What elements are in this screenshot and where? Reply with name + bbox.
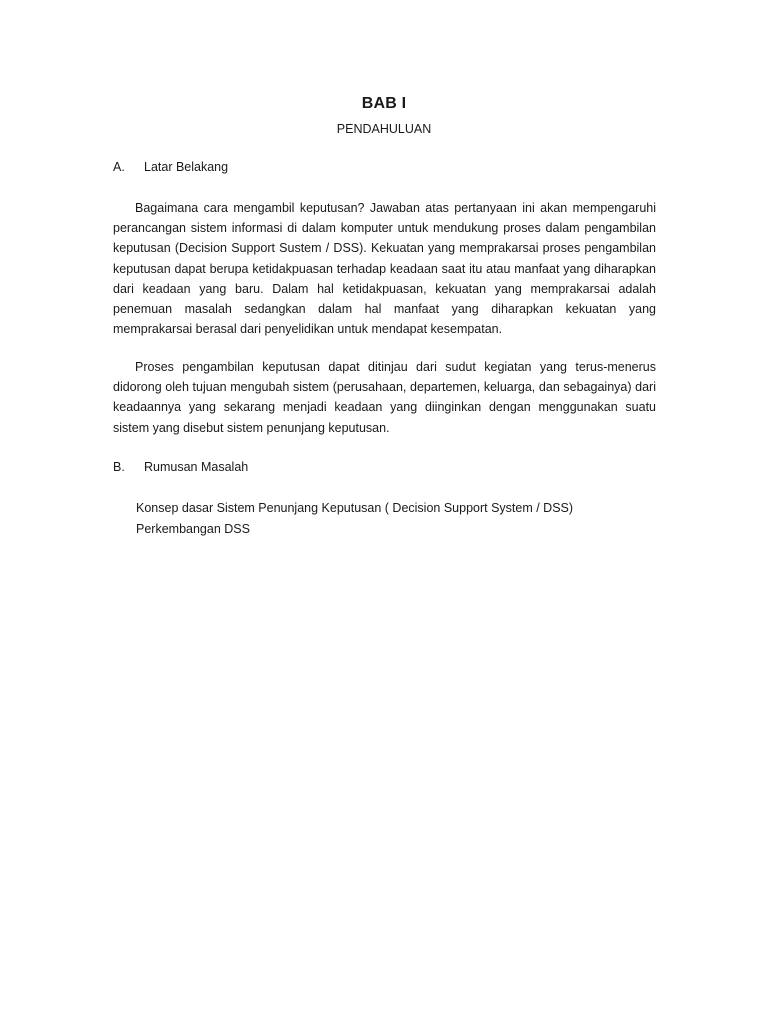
problem-list: [136, 498, 573, 540]
section-letter: A.: [113, 160, 125, 174]
paragraph: Bagaimana cara mengambil keputusan? Jawaban atas pertanyaan ini akan mempengaruhi perancangan sistem informasi di dalam komputer untuk mendukung proses dalam pengambilan keputusan (Decision Support Sustem / DSS). Kekuatan yang memprakarsai proses pengambilan keputusan dapat berupa ketidakpuasan terhadap keadaan saat itu atau manfaat yang diharapkan dari keadaan yang baru. Dalam hal ketidakpuasan, kekuatan yang memprakarsai adalah penemuan masalah sedangkan dalam hal manfaat yang diharapkan kekuatan yang memprakarsai berasal dari penyelidikan untuk mendapat kesempatan.: [113, 201, 656, 337]
paragraph: Proses pengambilan keputusan dapat ditinjau dari sudut kegiatan yang terus-menerus didorong oleh tujuan mengubah sistem (perusahaan, departemen, keluarga, dan sebagainya) dari keadaannya yang sekarang menjadi keadaan yang diinginkan dengan menggunakan suatu sistem yang disebut sistem penunjang keputusan.: [113, 360, 656, 435]
chapter-title: BAB I: [361, 95, 407, 112]
list-item: Perkembangan DSS: [136, 522, 250, 536]
section-title: Rumusan Masalah: [144, 460, 249, 474]
section-heading-b: [113, 460, 248, 474]
list-item: Konsep dasar Sistem Penunjang Keputusan ( Decision Support System / DSS): [136, 501, 574, 515]
chapter-subtitle: PENDAHULUAN: [336, 122, 432, 136]
section-heading-a: [113, 160, 228, 174]
section-letter: B.: [113, 460, 125, 474]
section-title: Latar Belakang: [144, 160, 229, 174]
